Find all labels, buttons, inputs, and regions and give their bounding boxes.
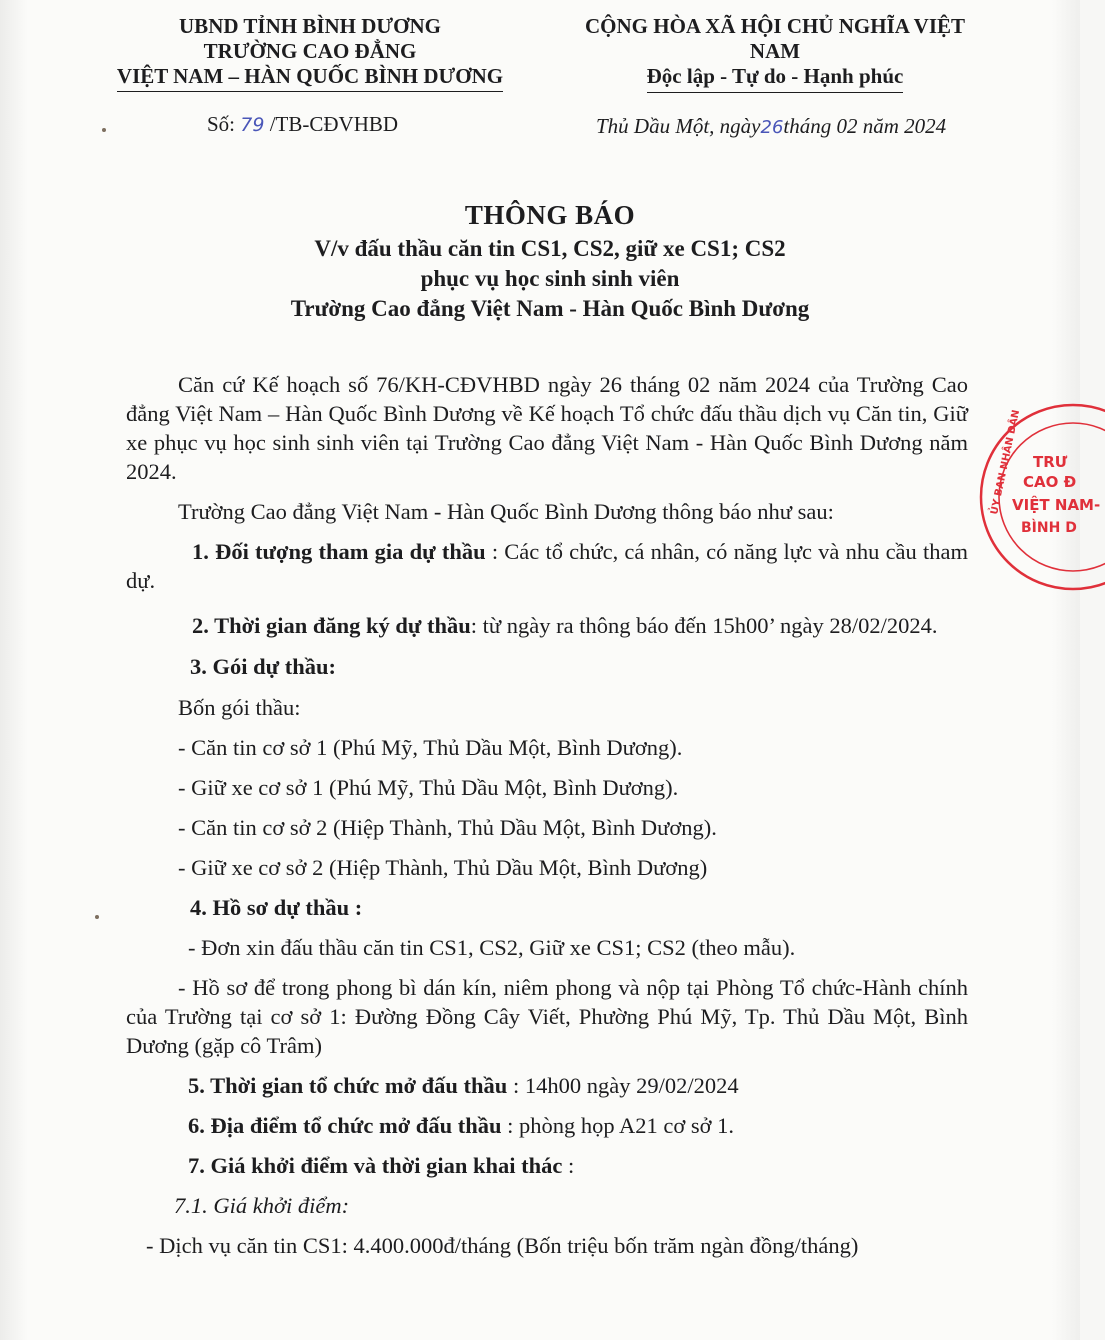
title-line-2: phục vụ học sinh sinh viên (420, 266, 680, 291)
section-1-text: : Các tổ chức, cá nhân, có năng lực và nhu cầu tham dự. (126, 539, 968, 593)
title-line-3: Trường Cao đẳng Việt Nam - Hàn Quốc Bình Dương (290, 296, 810, 321)
document-title (150, 196, 950, 324)
section-4 (126, 893, 968, 1060)
header-left-line-1: UBND TỈNH BÌNH DƯƠNG (179, 14, 441, 38)
seal-line-1: TRƯ (1033, 453, 1068, 471)
doc-number-prefix: Số: (207, 112, 241, 136)
section-5 (126, 1071, 968, 1100)
header-left-line-3: VIỆT NAM – HÀN QUỐC BÌNH DƯƠNG (117, 64, 503, 92)
seal-arc-text: ỦY BAN NHÂN DÂN (989, 408, 1023, 516)
header-left-line-2: TRƯỜNG CAO ĐẲNG (203, 39, 417, 63)
section-7 (126, 1151, 968, 1180)
section-3-intro: Bốn gói thầu: (178, 695, 301, 720)
section-6-heading: 6. Địa điểm tổ chức mở đấu thầu (188, 1113, 502, 1138)
package-item: - Căn tin cơ sở 2 (Hiệp Thành, Thủ Dầu Một, Bình Dương). (178, 815, 717, 840)
section-1 (126, 537, 968, 595)
issuing-authority-header (100, 14, 520, 92)
section-7-1-item: - Dịch vụ căn tin CS1: 4.400.000đ/tháng (Bốn triệu bốn trăm ngàn đồng/tháng) (146, 1233, 859, 1258)
package-item: - Giữ xe cơ sở 2 (Hiệp Thành, Thủ Dầu Một, Bình Dương) (178, 855, 708, 880)
seal-line-2: CAO Đ (1023, 473, 1077, 491)
document-body (126, 370, 968, 1271)
seal-line-4: BÌNH D (1021, 520, 1077, 536)
national-motto-header (560, 14, 990, 93)
date-before: Thủ Dầu Một, ngày (596, 114, 761, 138)
section-2-text: : từ ngày ra thông báo đến 15h00’ ngày 28/02/2024. (470, 613, 938, 638)
official-seal (975, 405, 1105, 590)
date-day-handwritten: 26 (760, 117, 784, 138)
title-main: THÔNG BÁO (464, 200, 636, 230)
paper-speck (95, 915, 99, 919)
section-4-item-1: - Đơn xin đấu thầu căn tin CS1, CS2, Giữ xe CS1; CS2 (theo mẫu). (188, 935, 796, 960)
section-7-heading: 7. Giá khởi điểm và thời gian khai thác (188, 1153, 563, 1178)
document-number (207, 112, 398, 137)
announce-paragraph: Trường Cao đẳng Việt Nam - Hàn Quốc Bình Dương thông báo như sau: (178, 499, 834, 524)
section-2-heading: 2. Thời gian đăng ký dự thầu (192, 613, 471, 638)
doc-number-suffix: /TB-CĐVHBD (264, 112, 399, 136)
section-3-heading: 3. Gói dự thầu: (190, 654, 337, 679)
package-item: - Căn tin cơ sở 1 (Phú Mỹ, Thủ Dầu Một, Bình Dương). (178, 735, 683, 760)
issue-date (596, 114, 946, 139)
intro-paragraph: Căn cứ Kế hoạch số 76/KH-CĐVHBD ngày 26 tháng 02 năm 2024 của Trường Cao đẳng Việt Nam – Hàn Quốc Bình Dương về Kế hoạch Tổ chức đấu thầu dịch vụ Căn tin, Giữ xe phục vụ học sinh sinh viên tại Trường Cao đẳng Việt Nam - Hàn Quốc Bình Dương năm 2024. (126, 372, 968, 484)
doc-number-handwritten: 79 (240, 114, 265, 136)
section-1-heading: 1. Đối tượng tham gia dự thầu (192, 539, 486, 564)
section-5-text: : 14h00 ngày 29/02/2024 (507, 1073, 739, 1098)
section-7-heading-suffix: : (562, 1153, 575, 1178)
section-6 (126, 1111, 968, 1140)
date-after: tháng 02 năm 2024 (783, 114, 947, 138)
package-item: - Giữ xe cơ sở 1 (Phú Mỹ, Thủ Dầu Một, Bình Dương). (178, 775, 679, 800)
header-right-line-1: CỘNG HÒA XÃ HỘI CHỦ NGHĨA VIỆT NAM (585, 14, 965, 63)
paper-speck (102, 128, 106, 132)
section-4-heading: 4. Hồ sơ dự thầu : (190, 895, 363, 920)
section-2 (126, 611, 968, 640)
section-3 (126, 652, 968, 882)
seal-line-3: VIỆT NAM- (1012, 496, 1101, 514)
section-7-1-heading: 7.1. Giá khởi điểm: (174, 1193, 350, 1218)
section-6-text: : phòng họp A21 cơ sở 1. (501, 1113, 735, 1138)
section-4-item-2: - Hồ sơ để trong phong bì dán kín, niêm phong và nộp tại Phòng Tổ chức-Hành chính của Trường tại cơ sở 1: Đường Đồng Cây Viết, Phường Phú Mỹ, Tp. Thủ Dầu Một, Bình Dương (gặp cô Trâm) (126, 975, 968, 1058)
section-5-heading: 5. Thời gian tổ chức mở đấu thầu (188, 1073, 508, 1098)
title-line-1: V/v đấu thầu căn tin CS1, CS2, giữ xe CS1; CS2 (314, 236, 786, 261)
header-right-line-2: Độc lập - Tự do - Hạnh phúc (647, 64, 904, 93)
